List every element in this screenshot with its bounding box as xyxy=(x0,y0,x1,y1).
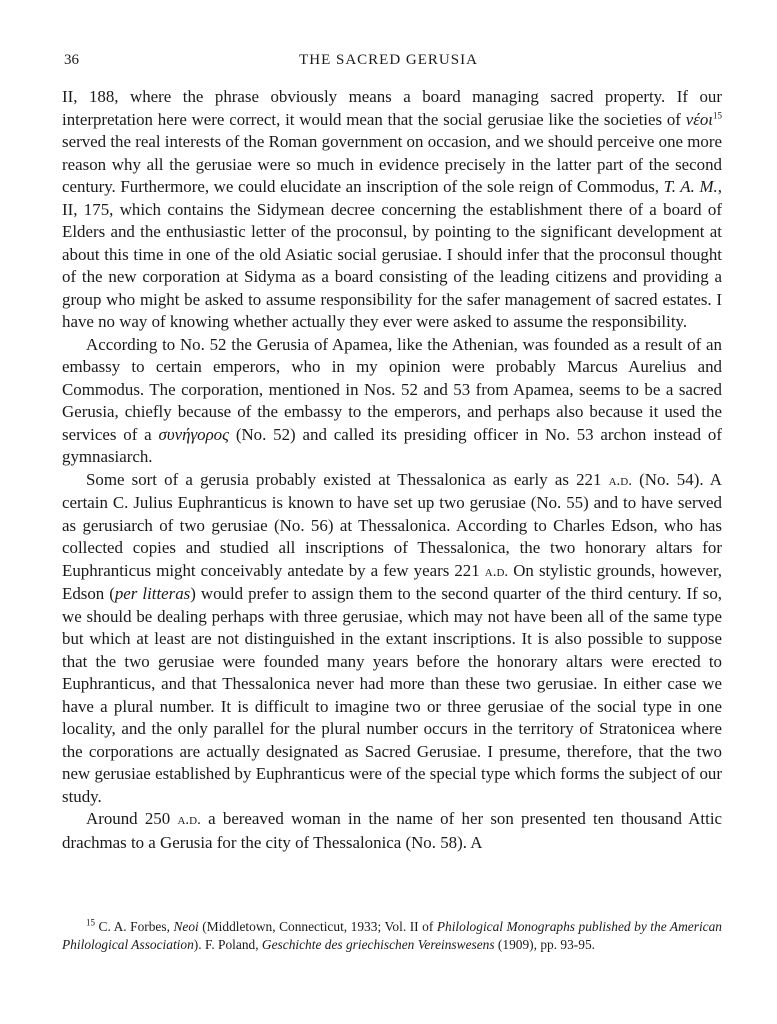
text-run: (Middletown, Connecticut, 1933; Vol. II of xyxy=(198,919,437,934)
era-abbrev: a.d. xyxy=(484,563,509,580)
text-run: (No. 52) and called its presiding officer in No. 53 archon instead of gymnasiarch. xyxy=(62,424,722,466)
text-run: ). F. Poland, xyxy=(193,937,262,952)
era-abbrev: a.d. xyxy=(608,472,632,489)
citation-title: T. A. M. xyxy=(663,177,718,196)
main-text xyxy=(62,86,722,854)
paragraph-4 xyxy=(62,808,722,854)
book-title: Geschichte des griechischen Vereinswesens xyxy=(261,937,495,952)
text-run: a bereaved woman in the name of her son presented ten thousand Attic drachmas to a Gerusia for the city of Thessalonica (No. 58). A xyxy=(62,809,723,852)
text-run: ) would prefer to assign them to the second quarter of the third century. If so, we should be dealing perhaps with three gerusiae, which may not have been all of the same type but which at least are not distinguished in the extant inscriptions. It is also possible to suppose that the two gerusiae were founded many years before the honorary altars were erected to Euphranticus, and that Thessalonica never had more than these two gerusiae. In either case we have a plural number. It is difficult to imagine two or three gerusiae of the social type in one locality, and the only parallel for the plural number occurs in the territory of Stratonicea where the corporations are actually designated as Sacred Gerusiae. I presume, therefore, that the two new gerusiae established by Euphranticus were of the special type which forms the subject of our study. xyxy=(62,584,722,806)
series-title: Philological Monographs published by the American Philological Association xyxy=(62,919,722,952)
text-run: Some sort of a gerusia probably existed at Thessalonica as early as 221 xyxy=(86,469,609,489)
book-title: Neoi xyxy=(173,919,199,934)
text-run: Around 250 xyxy=(86,809,178,828)
footnote-ref[interactable]: 15 xyxy=(713,109,722,120)
greek-word: συνήγορος xyxy=(158,424,229,444)
paragraph-1 xyxy=(62,86,722,334)
running-head: THE SACRED GERUSIA xyxy=(299,52,478,68)
text-run: , II, 175, which contains the Sidymean decree concerning the establishment there of a board of Elders and the enthusiastic letter of the proconsul, by pointing to the significant development at about this time in one of the old Asiatic social gerusiae. I should infer that the proconsul thought of the new corporation at Sidyma as a board consisting of the leading citizens and providing a group who might be asked to assume responsibility for the safer management of sacred estates. I have no way of knowing whether actually they ever were asked to assume the responsibility. xyxy=(62,177,722,331)
text-run: On stylistic grounds, however, Edson ( xyxy=(62,560,722,603)
footnote xyxy=(62,918,722,954)
greek-word: νέοι xyxy=(685,109,713,129)
text-run: II, 188, where the phrase obviously means a board managing sacred property. If our interpretation here were correct, it would mean that the social gerusiae like the societies of xyxy=(62,87,722,129)
text-run: C. A. Forbes, xyxy=(95,919,174,934)
footnote-number: 15 xyxy=(86,917,95,928)
paragraph-2 xyxy=(62,334,722,469)
text-run: According to No. 52 the Gerusia of Apamea, like the Athenian, was founded as a result of an embassy to certain emperors, who in my opinion were probably Marcus Aurelius and Commodus. The corporation, mentioned in Nos. 52 and 53 from Apamea, seems to be a sacred Gerusia, chiefly because of the embassy to the emperors, and perhaps also because it used the services of a xyxy=(62,334,722,444)
page-number: 36 xyxy=(64,52,79,68)
era-abbrev: a.d. xyxy=(177,812,201,828)
paragraph-3 xyxy=(62,469,722,809)
latin-phrase: per litteras xyxy=(114,584,191,603)
text-run: (No. 54). A certain C. Julius Euphranticus is known to have set up two gerusiae (No. 55) and to have served as gerusiarch of two gerusiae (No. 56) at Thessalonica. According to Charles Edson, who has collected copies and studied all inscriptions of Thessalonica, the two honorary altars for Euphranticus might conceivably antedate by a few years 221 xyxy=(62,469,722,580)
text-run: served the real interests of the Roman government on occasion, and we should perceive one more reason why all the gerusiae were so much in evidence precisely in the latter part of the second century. Furthermore, we could elucidate an inscription of the sole reign of Commodus, xyxy=(62,132,722,196)
text-run: (1909), pp. 93-95. xyxy=(494,937,595,952)
footnote-15 xyxy=(62,918,722,954)
